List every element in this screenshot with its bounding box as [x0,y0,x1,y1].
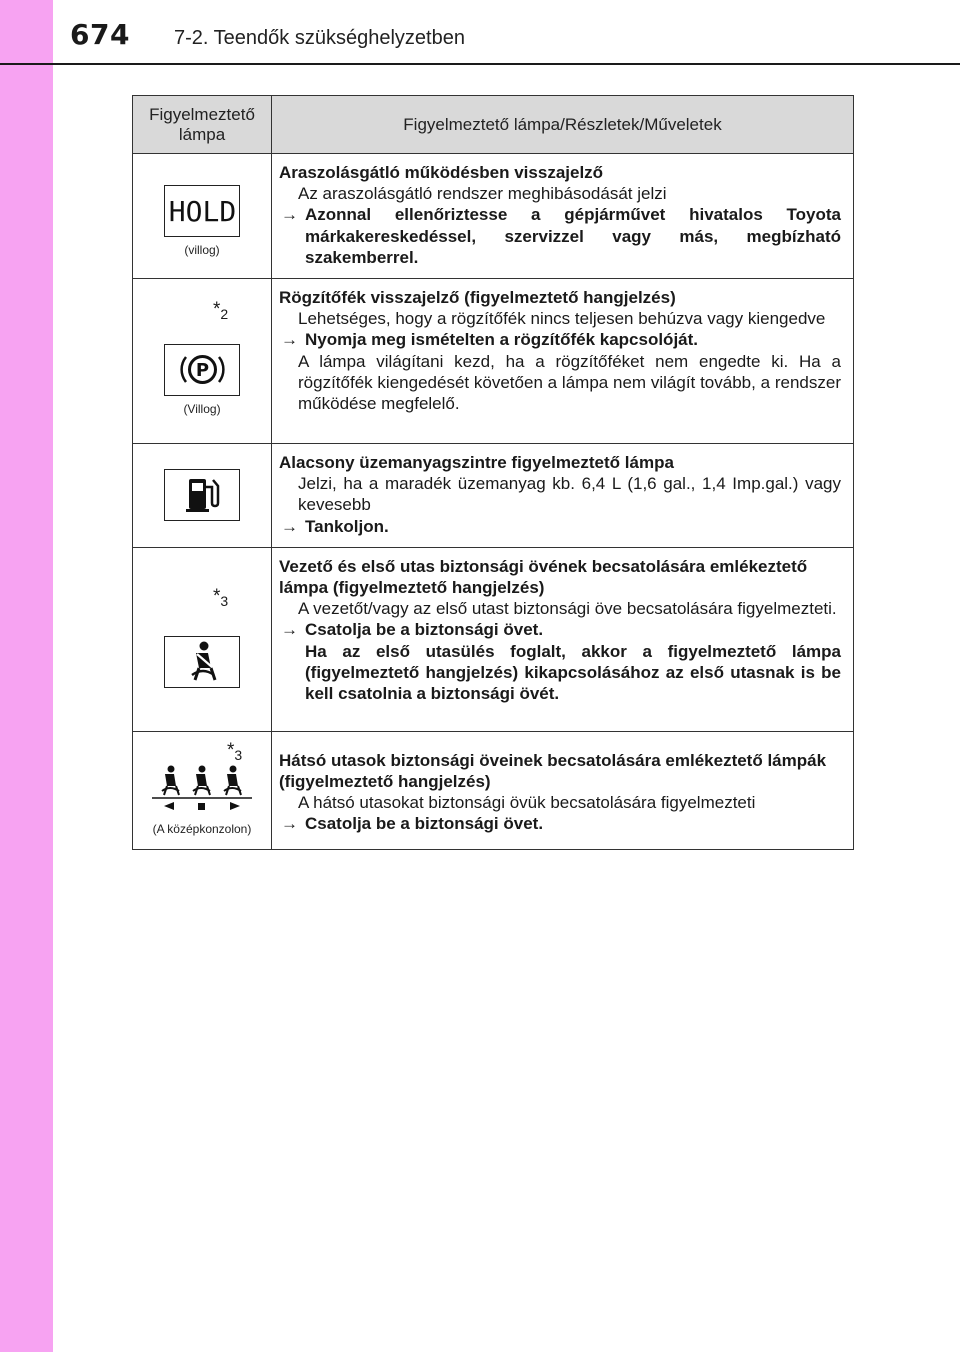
icon-caption: (A középkonzolon) [152,821,252,836]
hold-icon [164,185,240,237]
lamp-action: → Csatolja be a biztonsági övet. [281,620,544,640]
lamp-action: → Nyomja meg ismételten a rögzítőfék kapcsolóját. [281,330,699,350]
details-cell [272,547,854,731]
table-row [133,444,854,548]
svg-text:P: P [195,360,209,382]
icon-cell [133,444,272,548]
details-cell [272,154,854,279]
page-number: 674 [70,18,130,51]
lamp-action: → Csatolja be a biztonsági övet. [281,814,544,834]
table-row [133,547,854,731]
fuel-pump-icon [164,469,240,521]
table-row [133,731,854,849]
column-header-details: Figyelmeztető lámpa/Részletek/Műveletek [272,96,854,154]
table-header-row [133,96,854,154]
lamp-title: Araszolásgátló működésben visszajelző [279,163,604,182]
lamp-title: Hátsó utasok biztonsági öveinek becsatolására emlékeztető lámpák (figyelmeztető hangjelzés) [279,750,827,792]
page-header [70,18,930,58]
lamp-title: Rögzítőfék visszajelző (figyelmeztető hangjelzés) [279,288,676,308]
icon-cell [133,731,272,849]
lamp-title: Alacsony üzemanyagszintre figyelmeztető lámpa [279,453,674,473]
footnote-marker: $*_2$ [213,299,229,323]
header-divider [0,63,960,65]
arrow-right-icon: → [281,205,298,225]
lamp-description: A vezetőt/vagy az első utast biztonsági öve becsatolására figyelmezteti. [298,599,837,619]
lamp-note: A lámpa világítani kezd, ha a rögzítőféket nem engedte ki. Ha a rögzítőfék kiengedését követően a lámpa nem világít tovább, a rendszer működése megfelelő. [298,351,841,414]
rear-seatbelt-icon [133,763,271,820]
side-color-bar [0,0,53,1352]
arrow-right-icon: → [281,620,298,640]
lamp-description: Jelzi, ha a maradék üzemanyag kb. 6,4 L (1,6 gal., 1,4 Imp.gal.) vagy kevesebb [298,474,841,515]
details-cell [272,444,854,548]
icon-cell [133,154,272,279]
arrow-right-icon: → [281,330,298,350]
footnote-marker: $*_3$ [213,585,229,609]
seatbelt-icon [164,636,240,688]
icon-caption: (Villog) [183,402,221,417]
lamp-action: → Tankoljon. [281,516,389,536]
warning-lamp-table [132,95,854,850]
lamp-description: A hátsó utasokat biztonsági övük becsatolására figyelmezteti [298,793,756,813]
details-cell [272,731,854,849]
table-row [133,154,854,279]
column-header-lamp: Figyelmeztető lámpa [133,96,272,154]
table-row [133,279,854,444]
details-cell [272,279,854,444]
lamp-note: Ha az első utasülés foglalt, akkor a figyelmeztető lámpa (figyelmeztető hangjelzés) kikapcsolásához az első utasnak is be kell csatolnia a biztonsági övét. [305,641,841,704]
icon-cell [133,547,272,731]
lamp-description: Lehetséges, hogy a rögzítőfék nincs teljesen behúzva vagy kiengedve [298,309,826,329]
lamp-title: Vezető és első utas biztonsági övének becsatolására emlékeztető lámpa (figyelmeztető hangjelzés) [279,556,808,598]
parking-brake-icon [164,344,240,396]
arrow-right-icon: → [281,516,298,536]
arrow-right-icon: → [281,814,298,834]
icon-cell [133,279,272,444]
lamp-description: Az araszolásgátló rendszer meghibásodását jelzi [298,184,667,204]
lamp-action: → Azonnal ellenőriztesse a gépjárművet hivatalos Toyota márkakereskedéssel, szervizzel vagy más, megbízható szakemberrel. [281,205,841,267]
icon-caption: (villog) [184,243,220,257]
svg-text:HOLD: HOLD [168,195,236,228]
chapter-title: 7-2. Teendők szükséghelyzetben [174,27,465,49]
footnote-marker: $*_3$ [227,739,243,763]
